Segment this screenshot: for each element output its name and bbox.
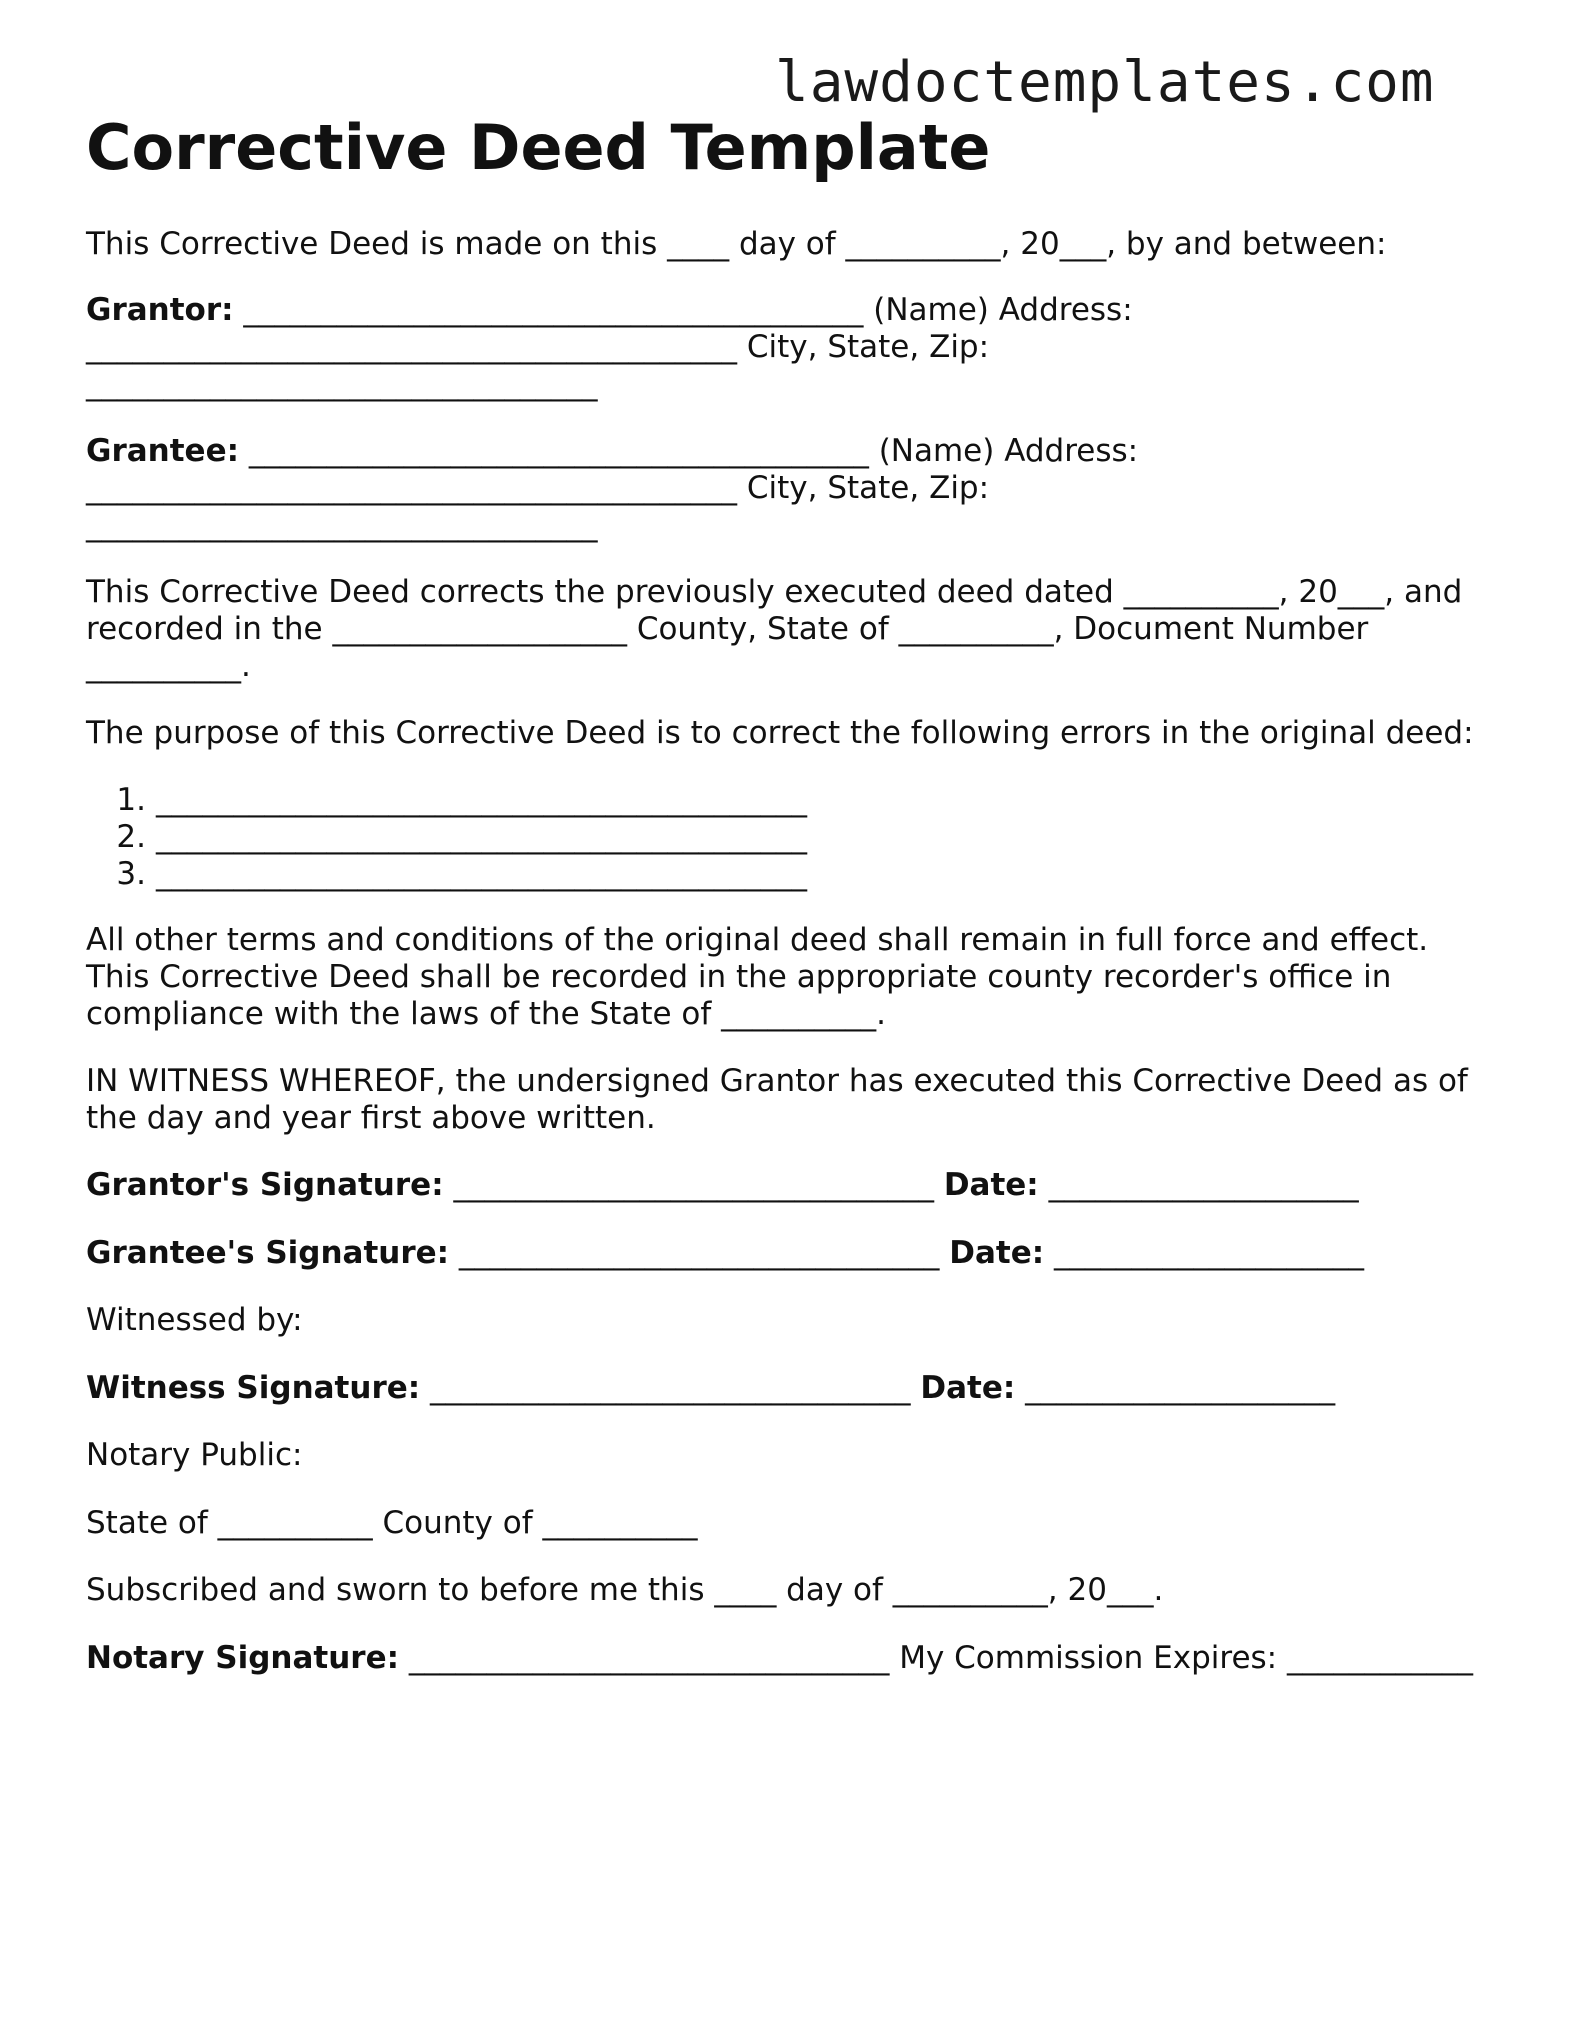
witness-signature-blank: _______________________________ [420, 1370, 921, 1406]
subscribed-line: Subscribed and sworn to before me this ____ day of __________, 20___. [86, 1572, 1164, 1608]
terms-line-3: compliance with the laws of the State of __________. [86, 996, 887, 1032]
notary-signature-label: Notary Signature: [86, 1640, 399, 1676]
corrects-line-2: recorded in the ___________________ County, State of __________, Document Number [86, 611, 1369, 647]
witness-signature-line [86, 1370, 1335, 1407]
list-item [86, 782, 807, 819]
grantee-date-blank: ____________________ [1044, 1235, 1365, 1271]
grantee-date-label: Date: [949, 1235, 1045, 1271]
grantor-name-address: ________________________________________ (Name) Address: [233, 292, 1133, 328]
page-title: Corrective Deed Template [86, 111, 991, 184]
list-item [86, 819, 807, 856]
grantor-line-3: _________________________________ [86, 366, 598, 402]
watermark-site-name: lawdoctemplates.com [775, 50, 1435, 115]
grantee-line-3: _________________________________ [86, 507, 598, 543]
corrects-line-3: __________. [86, 648, 251, 684]
grantee-signature-label: Grantee's Signature: [86, 1235, 450, 1271]
intro-paragraph: This Corrective Deed is made on this ____ day of __________, 20___, by and between: [86, 226, 1387, 262]
witness-clause-line-1: IN WITNESS WHEREOF, the undersigned Grantor has executed this Corrective Deed as of [86, 1063, 1468, 1099]
list-item-number: 2. [116, 819, 146, 855]
terms-line-2: This Corrective Deed shall be recorded in the appropriate county recorder's office in [86, 959, 1392, 995]
grantee-signature-line [86, 1235, 1364, 1272]
list-item-blank: __________________________________________ [156, 819, 807, 855]
notary-signature-line [86, 1640, 1473, 1677]
witness-date-label: Date: [920, 1370, 1016, 1406]
witness-signature-label: Witness Signature: [86, 1370, 421, 1406]
grantee-name-address: ________________________________________ (Name) Address: [239, 433, 1139, 469]
grantor-label: Grantor: [86, 292, 234, 328]
grantor-signature-label: Grantor's Signature: [86, 1167, 444, 1203]
notary-public-heading: Notary Public: [86, 1437, 303, 1473]
witness-date-blank: ____________________ [1015, 1370, 1336, 1406]
terms-line-1: All other terms and conditions of the original deed shall remain in full force and effect. [86, 922, 1429, 958]
list-item-blank: __________________________________________ [156, 856, 807, 892]
grantee-label: Grantee: [86, 433, 239, 469]
grantor-signature-blank: _______________________________ [443, 1167, 944, 1203]
notary-signature-blank: _______________________________ [399, 1640, 900, 1676]
witness-clause-line-2: the day and year first above written. [86, 1100, 656, 1136]
grantor-line-2: __________________________________________ City, State, Zip: [86, 329, 990, 365]
grantor-date-label: Date: [943, 1167, 1039, 1203]
grantor-line-1 [86, 292, 1133, 329]
grantor-date-blank: ____________________ [1038, 1167, 1359, 1203]
grantee-signature-blank: _______________________________ [449, 1235, 950, 1271]
witnessed-by: Witnessed by: [86, 1302, 303, 1338]
grantee-line-2: __________________________________________ City, State, Zip: [86, 470, 990, 506]
grantee-line-1 [86, 433, 1138, 470]
list-item-number: 1. [116, 782, 146, 818]
corrects-line-1: This Corrective Deed corrects the previously executed deed dated __________, 20___, and [86, 574, 1463, 610]
list-item-number: 3. [116, 856, 146, 892]
list-item-blank: __________________________________________ [156, 782, 807, 818]
state-county-line: State of __________ County of __________ [86, 1505, 698, 1541]
purpose-paragraph: The purpose of this Corrective Deed is to correct the following errors in the original deed: [86, 715, 1474, 751]
list-item [86, 856, 807, 893]
grantor-signature-line [86, 1167, 1359, 1204]
commission-expires: My Commission Expires: ____________ [899, 1640, 1473, 1676]
